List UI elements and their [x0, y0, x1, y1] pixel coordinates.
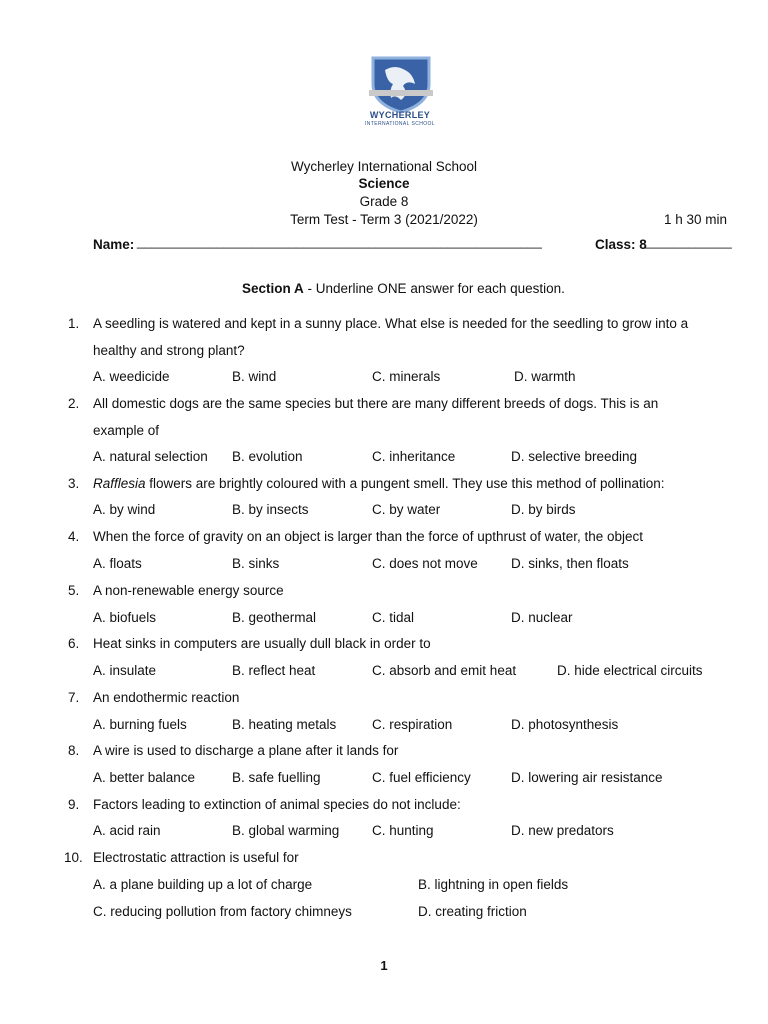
school-name: Wycherley International School: [291, 159, 477, 174]
question-number: 8.: [68, 743, 80, 758]
logo-wordmark: WYCHERLEY: [369, 110, 431, 120]
class-field[interactable]: ____________: [645, 234, 732, 249]
species-name: Rafflesia: [93, 476, 146, 491]
question-number: 10.: [64, 850, 83, 865]
answer-option[interactable]: B. global warming: [232, 823, 340, 838]
question-text: healthy and strong plant?: [93, 343, 245, 358]
question-text: A seedling is watered and kept in a sunny place. What else is needed for the seedling to grow into a: [93, 316, 689, 331]
question-number: 2.: [68, 396, 80, 411]
question-text: Rafflesia flowers are brightly coloured with a pungent smell. They use this method of pollination:: [93, 476, 665, 491]
answer-option[interactable]: B. lightning in open fields: [418, 877, 569, 892]
answer-option[interactable]: A. natural selection: [93, 449, 208, 464]
answer-option[interactable]: D. sinks, then floats: [511, 556, 629, 571]
answer-option[interactable]: A. acid rain: [93, 823, 161, 838]
answer-option[interactable]: A. burning fuels: [93, 717, 187, 732]
question-text: A non-renewable energy source: [93, 583, 284, 598]
answer-option[interactable]: D. lowering air resistance: [511, 770, 663, 785]
answer-option[interactable]: C. absorb and emit heat: [372, 663, 517, 678]
answer-option[interactable]: C. respiration: [372, 717, 453, 732]
answer-option[interactable]: D. creating friction: [418, 904, 527, 919]
answer-option[interactable]: C. tidal: [372, 610, 415, 625]
answer-option[interactable]: D. nuclear: [511, 610, 573, 625]
question-number: 5.: [68, 583, 80, 598]
answer-option[interactable]: C. does not move: [372, 556, 478, 571]
answer-option[interactable]: A. by wind: [93, 502, 156, 517]
question-text: example of: [93, 423, 160, 438]
answer-option[interactable]: C. hunting: [372, 823, 434, 838]
answer-option[interactable]: B. sinks: [232, 556, 280, 571]
duration-label: 1 h 30 min: [664, 212, 728, 227]
answer-option[interactable]: A. biofuels: [93, 610, 157, 625]
section-instruction: - Underline ONE answer for each question.: [307, 281, 565, 296]
answer-option[interactable]: B. by insects: [232, 502, 309, 517]
question-number: 9.: [68, 797, 80, 812]
answer-option[interactable]: D. by birds: [511, 502, 576, 517]
name-field[interactable]: ________________________________________________________: [137, 234, 542, 249]
class-label: Class: 8: [595, 237, 647, 252]
answer-option[interactable]: B. heating metals: [232, 717, 337, 732]
question-text: Electrostatic attraction is useful for: [93, 850, 299, 865]
answer-option[interactable]: B. geothermal: [232, 610, 317, 625]
answer-option[interactable]: C. minerals: [372, 369, 441, 384]
question-number: 7.: [68, 690, 80, 705]
answer-option[interactable]: B. evolution: [232, 449, 303, 464]
answer-option[interactable]: B. reflect heat: [232, 663, 316, 678]
answer-option[interactable]: A. better balance: [93, 770, 196, 785]
answer-option[interactable]: C. by water: [372, 502, 441, 517]
term-label: Term Test - Term 3 (2021/2022): [290, 212, 478, 227]
answer-option[interactable]: A. weedicide: [93, 369, 170, 384]
question-text: All domestic dogs are the same species but there are many different breeds of dogs. This is an: [93, 396, 659, 411]
answer-option[interactable]: B. safe fuelling: [232, 770, 321, 785]
section-title: Section A: [242, 281, 304, 296]
grade-label: Grade 8: [359, 194, 409, 209]
answer-option[interactable]: C. inheritance: [372, 449, 456, 464]
question-number: 3.: [68, 476, 80, 491]
section-heading: [242, 281, 565, 296]
question-text: A wire is used to discharge a plane after it lands for: [93, 743, 399, 758]
answer-option[interactable]: A. floats: [93, 556, 142, 571]
page-number: 1: [380, 958, 388, 973]
question-text: When the force of gravity on an object is larger than the force of upthrust of water, the object: [93, 529, 644, 544]
question-number: 6.: [68, 636, 80, 651]
question-text: Heat sinks in computers are usually dull black in order to: [93, 636, 431, 651]
name-label: Name:: [93, 237, 135, 252]
answer-option[interactable]: B. wind: [232, 369, 277, 384]
answer-option[interactable]: A. a plane building up a lot of charge: [93, 877, 313, 892]
question-number: 1.: [68, 316, 80, 331]
answer-option[interactable]: A. insulate: [93, 663, 157, 678]
subject-title: Science: [358, 176, 410, 191]
answer-option[interactable]: C. fuel efficiency: [372, 770, 471, 785]
answer-option[interactable]: C. reducing pollution from factory chimneys: [93, 904, 352, 919]
answer-option[interactable]: D. selective breeding: [511, 449, 638, 464]
answer-option[interactable]: D. hide electrical circuits: [557, 663, 703, 678]
answer-option[interactable]: D. warmth: [514, 369, 576, 384]
answer-option[interactable]: D. new predators: [511, 823, 614, 838]
question-text: Factors leading to extinction of animal species do not include:: [93, 797, 461, 812]
answer-option[interactable]: D. photosynthesis: [511, 717, 619, 732]
question-text: An endothermic reaction: [93, 690, 240, 705]
logo-subtext: INTERNATIONAL SCHOOL: [365, 121, 435, 127]
question-number: 4.: [68, 529, 80, 544]
